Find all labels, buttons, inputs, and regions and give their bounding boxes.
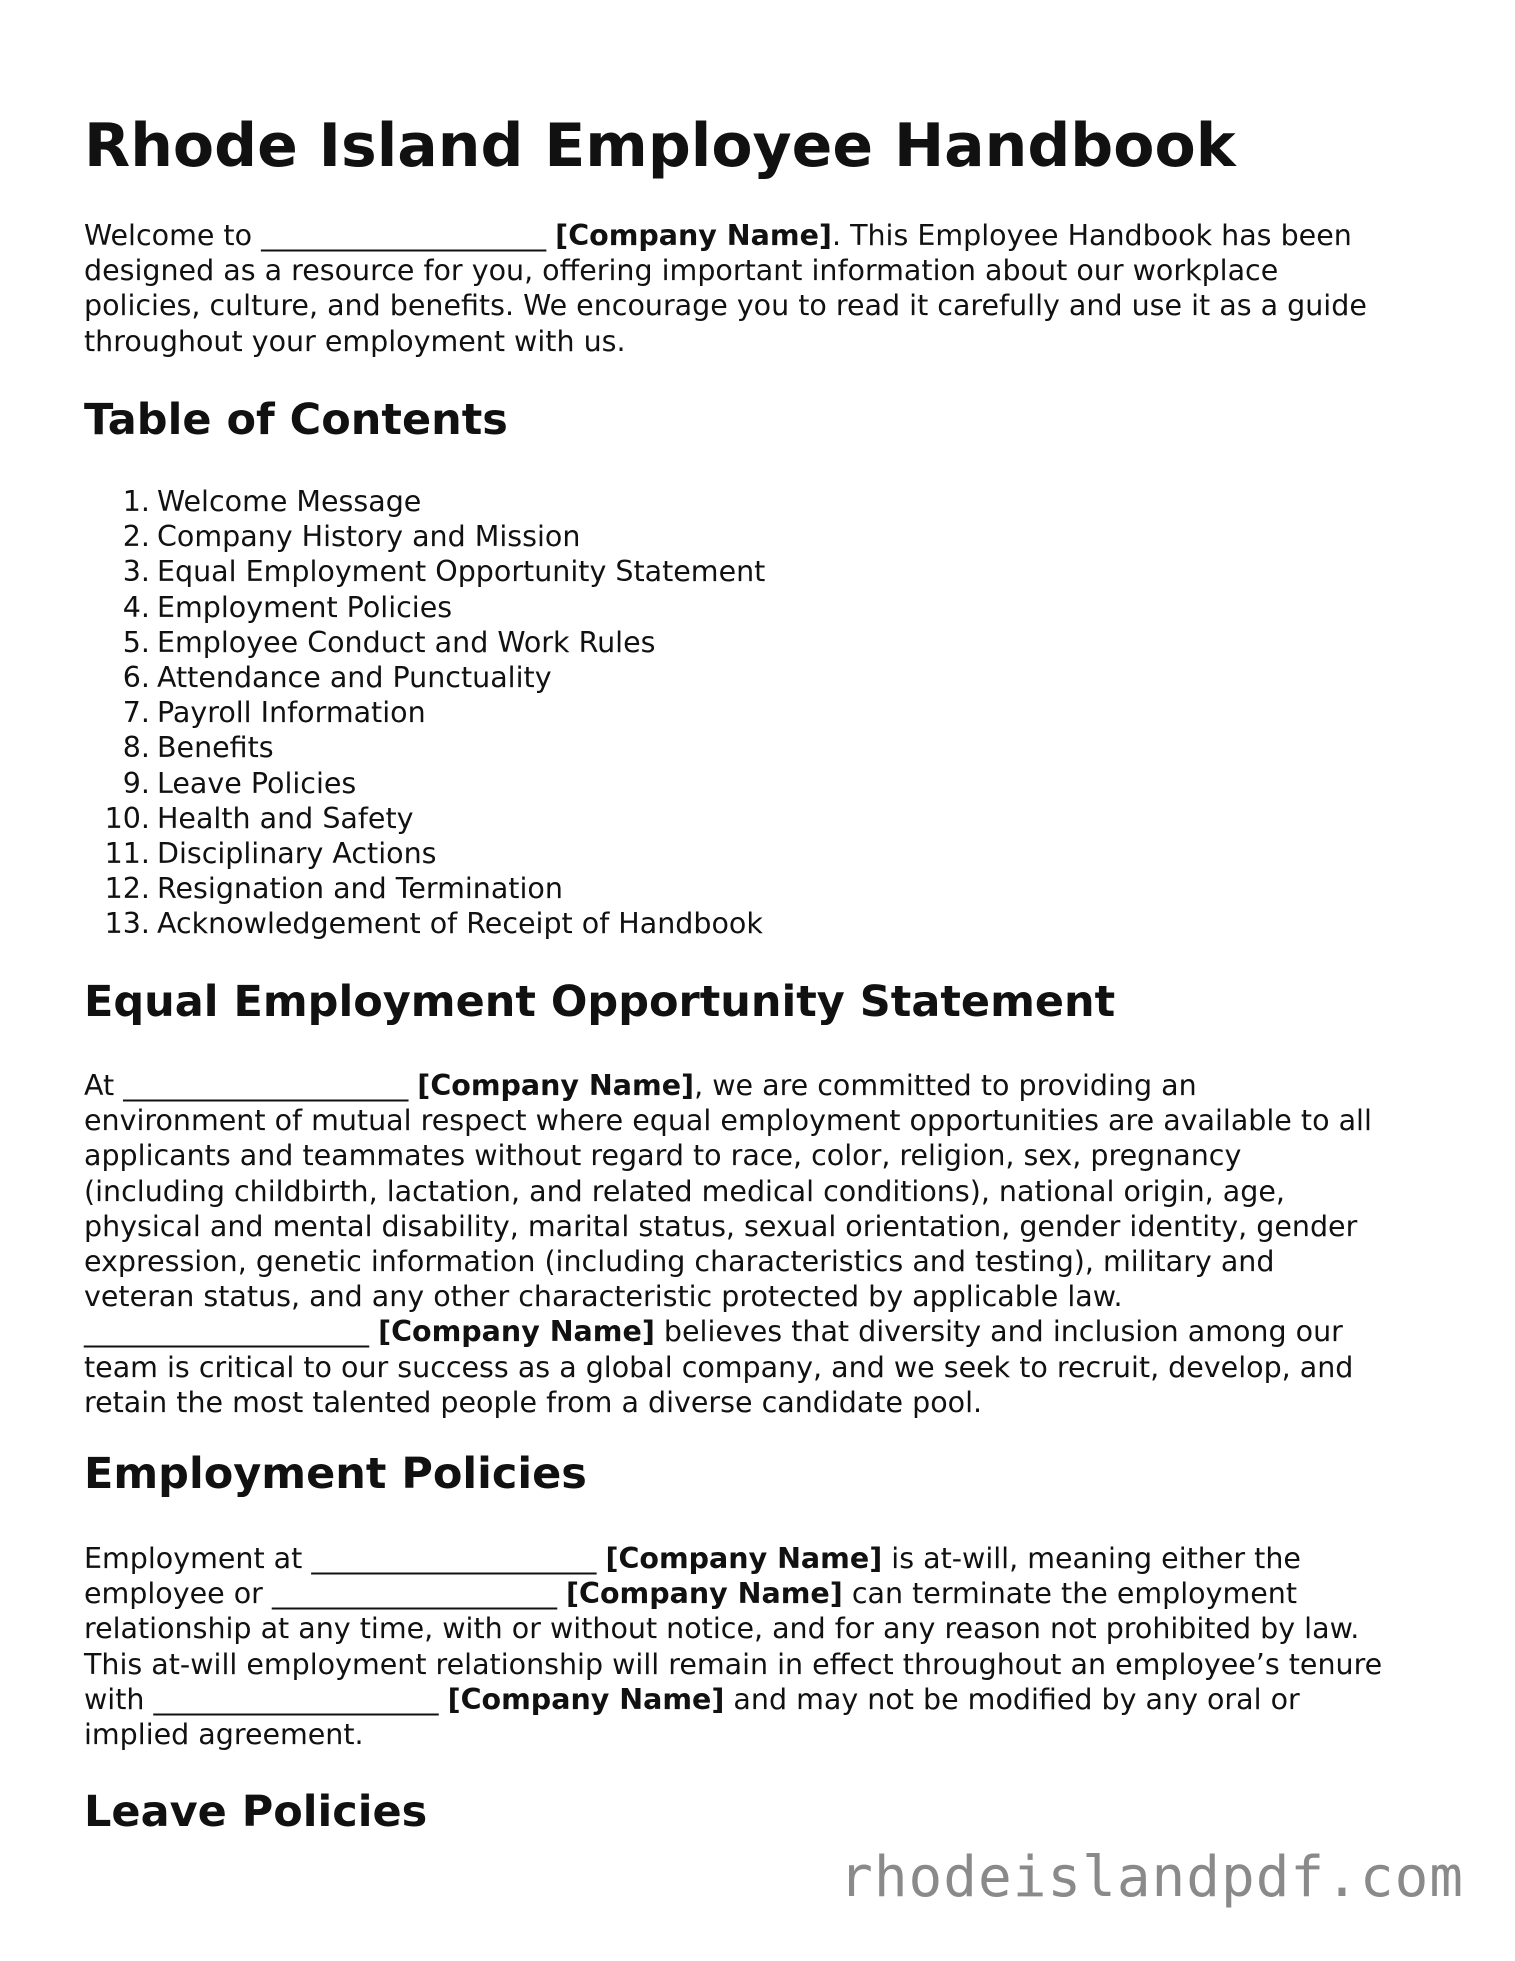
toc-item[interactable]: 12. Resignation and Termination — [104, 872, 563, 906]
toc-item[interactable]: 2. Company History and Mission — [122, 520, 581, 554]
company-name-placeholder: [Company Name] — [447, 1682, 725, 1716]
employment-line-5: with ____________________ [Company Name] and may not be modified by any oral or — [84, 1682, 1300, 1716]
toc-list — [84, 484, 765, 942]
employment-line: implied agreement. — [84, 1718, 364, 1752]
eeo-heading: Equal Employment Opportunity Statement — [84, 977, 1116, 1027]
toc-item[interactable]: 10. Health and Safety — [104, 801, 414, 835]
company-name-blank[interactable]: ____________________ — [311, 1542, 597, 1575]
eeo-line: team is critical to our success as a global company, and we seek to recruit, develop, and — [84, 1350, 1354, 1384]
employment-line-1: Employment at ____________________ [Company Name] is at-will, meaning either the — [84, 1542, 1301, 1575]
eeo-line: physical and mental disability, marital status, sexual orientation, gender identity, gender — [84, 1209, 1358, 1243]
eeo-line: (including childbirth, lactation, and related medical conditions), national origin, age, — [84, 1174, 1285, 1208]
leave-heading: Leave Policies — [84, 1787, 428, 1837]
eeo-line: environment of mutual respect where equal employment opportunities are available to all — [84, 1104, 1372, 1138]
toc-item[interactable]: 11. Disciplinary Actions — [104, 837, 437, 871]
employment-line-2: employee or ____________________ [Company Name] can terminate the employment — [84, 1577, 1297, 1611]
toc-item[interactable]: 4. Employment Policies — [122, 590, 453, 624]
toc-item[interactable]: 7. Payroll Information — [122, 696, 426, 730]
eeo-line-1: At ____________________ [Company Name], we are committed to providing an — [84, 1069, 1197, 1102]
toc-item[interactable]: 9. Leave Policies — [122, 766, 357, 800]
company-name-blank[interactable]: ____________________ — [261, 219, 547, 252]
employment-heading: Employment Policies — [84, 1449, 587, 1499]
eeo-paragraph — [84, 1068, 1434, 1420]
company-name-blank[interactable]: ____________________ — [153, 1682, 439, 1716]
company-name-placeholder: [Company Name] — [378, 1315, 655, 1349]
toc-heading: Table of Contents — [84, 395, 508, 445]
intro-line: designed as a resource for you, offering important information about our workplace — [84, 254, 1279, 288]
employment-line: This at-will employment relationship will remain in effect throughout an employee’s tenure — [84, 1647, 1383, 1681]
company-name-placeholder: [Company Name] — [555, 219, 832, 252]
eeo-line: veteran status, and any other characteristic protected by applicable law. — [84, 1280, 1123, 1314]
eeo-line: applicants and teammates without regard to race, color, religion, sex, pregnancy — [84, 1139, 1242, 1173]
intro-line: throughout your employment with us. — [84, 324, 626, 358]
employment-line: relationship at any time, with or without notice, and for any reason not prohibited by law. — [84, 1612, 1360, 1646]
toc-item[interactable]: 13. Acknowledgement of Receipt of Handbook — [104, 907, 763, 941]
eeo-line: expression, genetic information (including characteristics and testing), military and — [84, 1245, 1275, 1279]
intro-paragraph — [84, 218, 1434, 359]
employment-paragraph — [84, 1541, 1434, 1752]
toc-item[interactable]: 6. Attendance and Punctuality — [122, 661, 552, 695]
company-name-blank[interactable]: ____________________ — [84, 1315, 369, 1349]
company-name-placeholder: [Company Name] — [417, 1069, 695, 1102]
toc-item[interactable]: 1. Welcome Message — [122, 485, 422, 518]
company-name-blank[interactable]: ____________________ — [123, 1069, 409, 1102]
watermark: rhodeislandpdf.com — [839, 1845, 1464, 1910]
toc-item[interactable]: 5. Employee Conduct and Work Rules — [122, 625, 656, 659]
eeo-line-8: ____________________ [Company Name] believes that diversity and inclusion among our — [84, 1315, 1343, 1349]
company-name-blank[interactable]: ____________________ — [271, 1577, 557, 1611]
toc-item[interactable]: 3. Equal Employment Opportunity Statement — [122, 555, 766, 589]
company-name-placeholder: [Company Name] — [605, 1542, 883, 1575]
intro-line-1: Welcome to ____________________ [Company Name]. This Employee Handbook has been — [84, 219, 1352, 252]
intro-line: policies, culture, and benefits. We encourage you to read it carefully and use it as a guide — [84, 289, 1367, 323]
eeo-line: retain the most talented people from a diverse candidate pool. — [84, 1385, 983, 1419]
company-name-placeholder: [Company Name] — [566, 1577, 843, 1611]
page-title: Rhode Island Employee Handbook — [84, 111, 1236, 181]
toc-item[interactable]: 8. Benefits — [122, 731, 274, 765]
